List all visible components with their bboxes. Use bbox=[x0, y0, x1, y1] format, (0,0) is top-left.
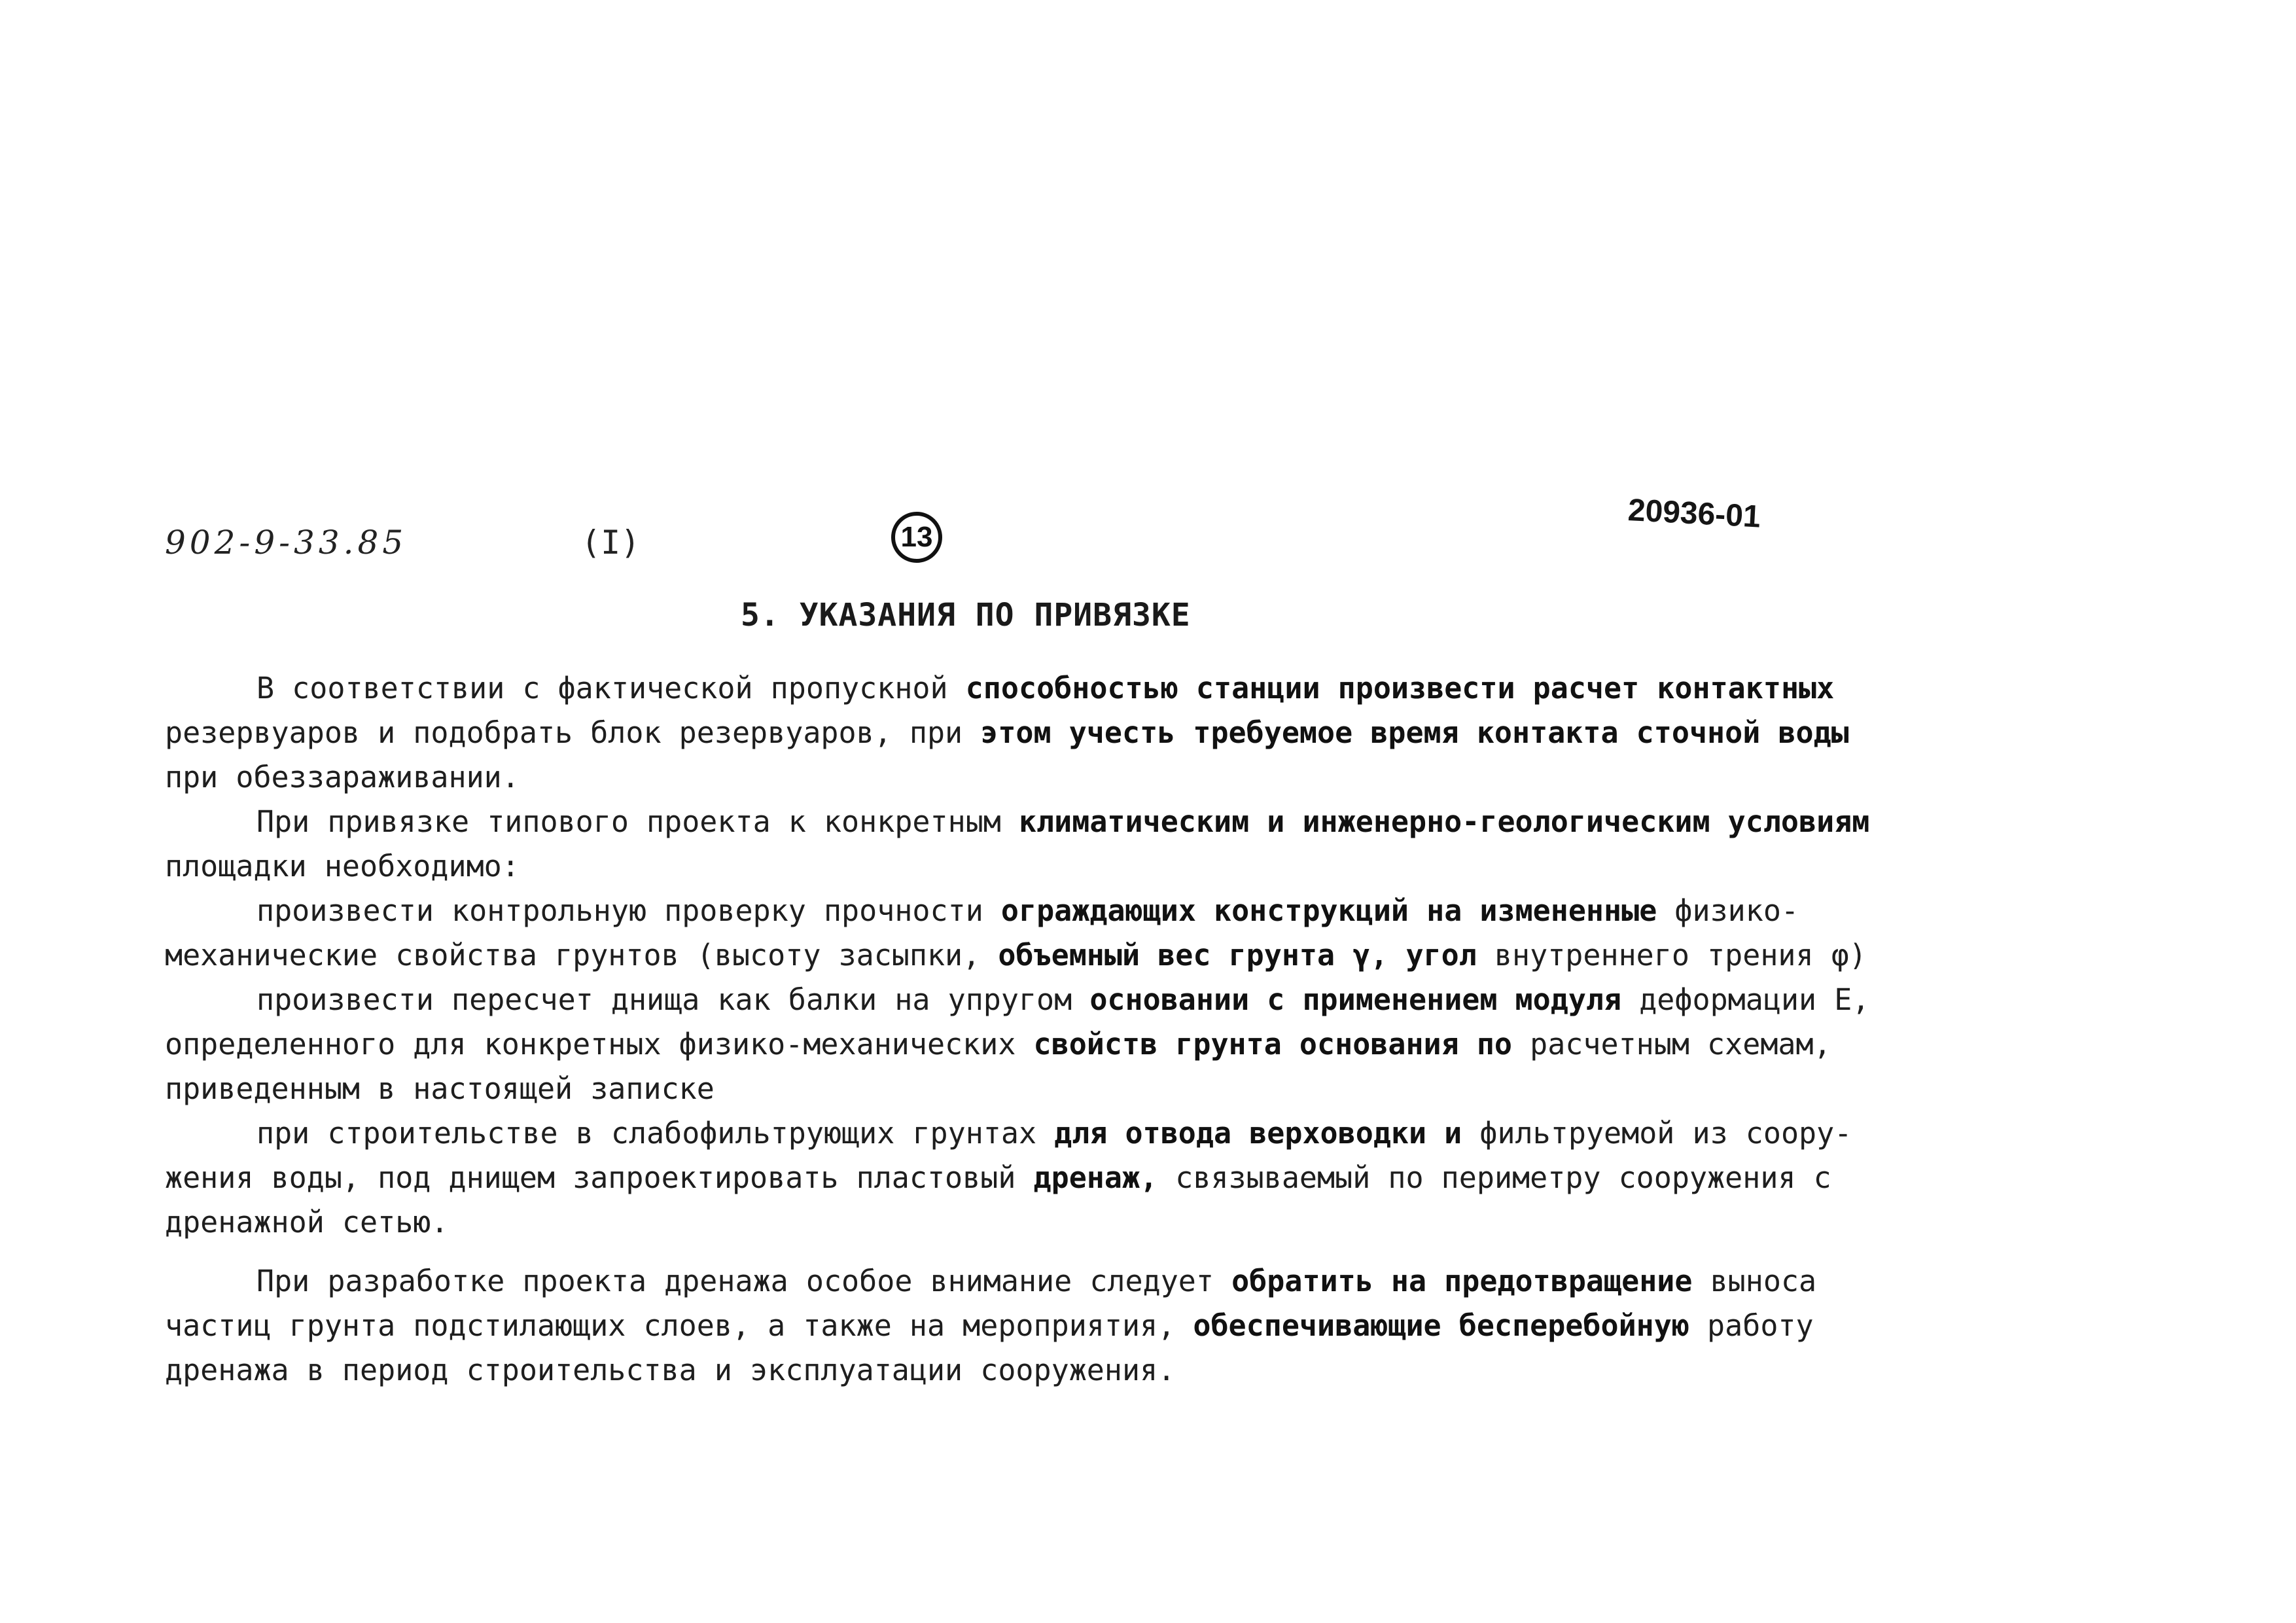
text-run: При привязке типового проекта к конкретным bbox=[256, 804, 1019, 839]
text-line bbox=[165, 844, 520, 889]
text-run: приведенным в настоящей записке bbox=[165, 1071, 715, 1106]
bold-text-run: обеспечивающие бесперебойную bbox=[1193, 1308, 1689, 1343]
text-line bbox=[165, 1156, 1831, 1200]
text-run: жения воды, под днищем запроектировать пластовый bbox=[165, 1160, 1034, 1195]
text-line bbox=[165, 1304, 1814, 1348]
text-run: деформации Е, bbox=[1621, 982, 1870, 1017]
text-run: связываемый по периметру сооружения с bbox=[1157, 1160, 1831, 1195]
bold-text-run: свойств грунта основания по bbox=[1033, 1027, 1513, 1061]
text-run: частиц грунта подстилающих слоев, а также на мероприятия, bbox=[165, 1308, 1193, 1343]
text-line bbox=[165, 1348, 1175, 1393]
text-run: работу bbox=[1689, 1308, 1814, 1343]
text-line bbox=[256, 978, 1869, 1022]
text-run: произвести контрольную проверку прочности bbox=[256, 893, 1001, 928]
bold-text-run: обратить на предотвращение bbox=[1231, 1264, 1693, 1298]
text-run: при обеззараживании. bbox=[165, 760, 520, 794]
project-code: 902-9-33.85 bbox=[165, 524, 408, 562]
text-run: дренажа в период строительства и эксплуатации сооружения. bbox=[165, 1353, 1176, 1387]
text-run: дренажной сетью. bbox=[165, 1205, 449, 1240]
text-run: При разработке проекта дренажа особое внимание следует bbox=[256, 1264, 1232, 1298]
text-run: при строительстве в слабофильтрующих грунтах bbox=[256, 1116, 1055, 1150]
text-run: физико- bbox=[1657, 893, 1799, 928]
archive-number: 20936-01 bbox=[1627, 493, 1761, 535]
text-run: произвести пересчет днища как балки на упругом bbox=[256, 982, 1090, 1017]
text-line bbox=[256, 666, 1834, 711]
bold-text-run: климатическим и инженерно-геологическим условиям bbox=[1018, 804, 1870, 839]
text-run: В соответствии с фактической пропускной bbox=[256, 671, 966, 705]
text-run: определенного для конкретных физико-механических bbox=[165, 1027, 1034, 1061]
text-run: внутреннего трения φ) bbox=[1476, 938, 1867, 972]
bold-text-run: дренаж, bbox=[1033, 1160, 1158, 1195]
text-run: выноса bbox=[1692, 1264, 1817, 1298]
text-line bbox=[165, 1200, 448, 1245]
text-run: расчетным схемам, bbox=[1512, 1027, 1831, 1061]
text-line bbox=[165, 755, 520, 800]
text-line bbox=[256, 1259, 1816, 1304]
text-line bbox=[165, 933, 1867, 978]
bold-text-run: этом учесть требуемое время контакта сточной воды bbox=[980, 715, 1849, 750]
bold-text-run: способностью станции произвести расчет контактных bbox=[965, 671, 1835, 705]
text-line bbox=[165, 1067, 715, 1111]
volume-number: (I) bbox=[581, 524, 641, 562]
text-line bbox=[256, 800, 1869, 844]
text-run: фильтруемой из соору- bbox=[1462, 1116, 1852, 1150]
bold-text-run: для отвода верховодки и bbox=[1054, 1116, 1462, 1150]
text-line bbox=[165, 1022, 1831, 1067]
text-run: резервуаров и подобрать блок резервуаров, при bbox=[165, 715, 981, 750]
text-line bbox=[256, 1111, 1852, 1156]
bold-text-run: основании с применением модуля bbox=[1089, 982, 1622, 1017]
text-line bbox=[165, 711, 1849, 755]
text-line bbox=[256, 889, 1799, 933]
text-run: площадки необходимо: bbox=[165, 849, 520, 883]
section-heading: 5. УКАЗАНИЯ ПО ПРИВЯЗКЕ bbox=[741, 597, 1191, 633]
page-number-circle: 13 bbox=[891, 512, 942, 563]
bold-text-run: объемный вес грунта γ, угол bbox=[998, 938, 1477, 972]
bold-text-run: ограждающих конструкций на измененные bbox=[1000, 893, 1657, 928]
text-run: механические свойства грунтов (высоту засыпки, bbox=[165, 938, 998, 972]
